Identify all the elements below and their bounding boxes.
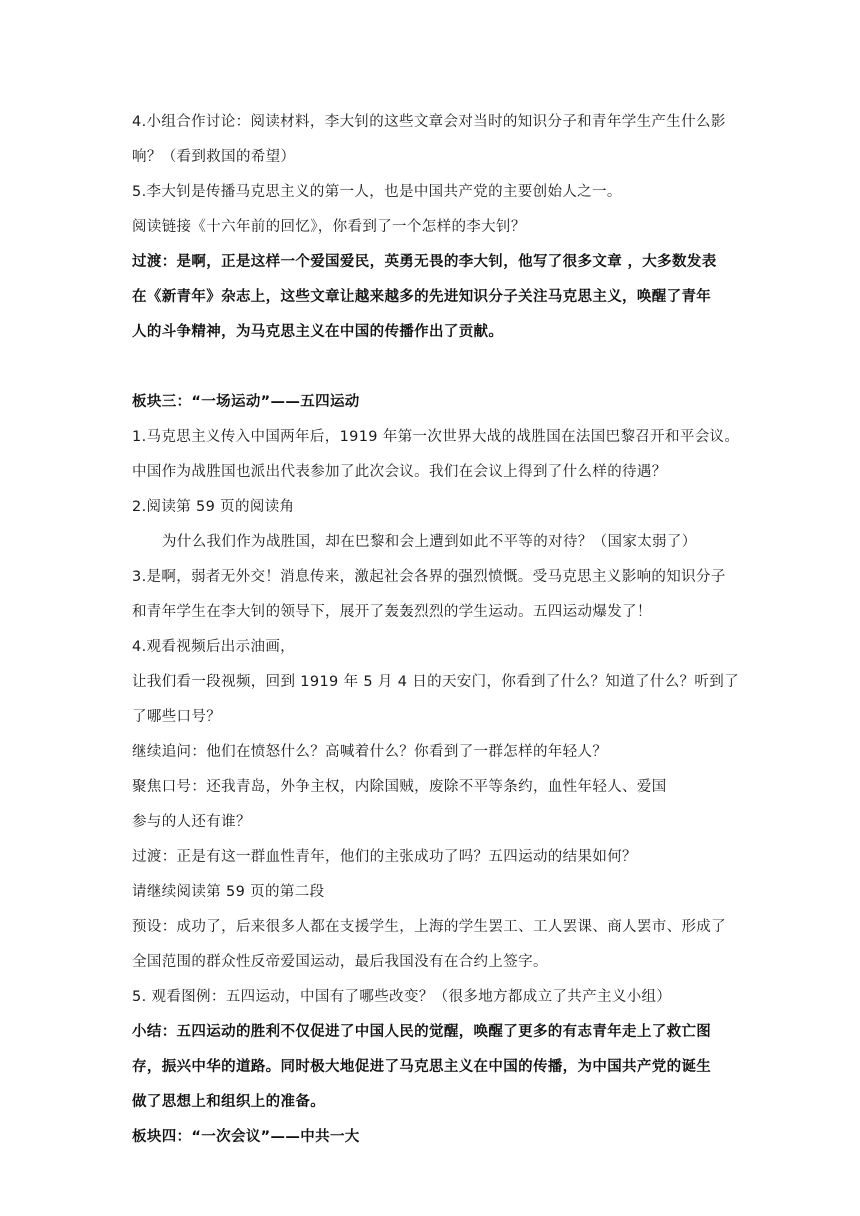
follow-up-question: 继续追问：他们在愤怒什么？高喊着什么？你看到了一群怎样的年轻人？	[132, 744, 608, 760]
transition-paragraph-line-3: 人的斗争精神，为马克思主义在中国的传播作出了贡献。	[132, 324, 504, 340]
summary-line-3: 做了思想上和组织上的准备。	[132, 1094, 326, 1110]
discussion-question-line-1: 4.小组合作讨论：阅读材料，李大钊的这些文章会对当时的知识分子和青年学生产生什么影	[132, 114, 726, 130]
participants-question: 参与的人还有谁？	[132, 814, 251, 830]
li-dazhao-statement: 5.李大钊是传播马克思主义的第一人，也是中国共产党的主要创始人之一。	[132, 184, 622, 200]
section-three-heading: 板块三：“一场运动”——五四运动	[132, 394, 360, 410]
video-question-line-1: 让我们看一段视频，回到 1919 年 5 月 4 日的天安门，你看到了什么？知道了什么？听到了	[132, 674, 739, 690]
section-four-heading: 板块四：“一次会议”——中共一大	[132, 1129, 360, 1145]
section-spacer	[132, 355, 732, 390]
continue-reading-instruction: 请继续阅读第 59 页的第二段	[132, 884, 325, 900]
reading-corner-instruction: 2.阅读第 59 页的阅读角	[132, 499, 295, 515]
student-movement-line-2: 和青年学生在李大钊的领导下，展开了轰轰烈烈的学生运动。五四运动爆发了！	[132, 604, 652, 620]
paris-conference-line-2: 中国作为战胜国也派出代表参加了此次会议。我们在会议上得到了什么样的待遇？	[132, 464, 667, 480]
slogan-focus: 聚焦口号：还我青岛，外争主权，内除国贼，废除不平等条约，血性年轻人、爱国	[132, 779, 667, 795]
paris-conference-line-1: 1.马克思主义传入中国两年后，1919 年第一次世界大战的战胜国在法国巴黎召开和平会议。	[132, 429, 740, 445]
video-oil-painting-step: 4.观看视频后出示油画，	[132, 639, 296, 655]
transition-paragraph-line-2: 在《新青年》杂志上，这些文章让越来越多的先进知识分子关注马克思主义，唤醒了青年	[132, 289, 712, 305]
student-movement-line-1: 3.是啊，弱者无外交！消息传来，激起社会各界的强烈愤慨。受马克思主义影响的知识分子	[132, 569, 726, 585]
transition-paragraph-line-1: 过渡：是啊，正是这样一个爱国爱民，英勇无畏的李大钊，他写了很多文章 ，大多数发表	[132, 254, 717, 270]
unequal-treatment-question: 为什么我们作为战胜国，却在巴黎和会上遭到如此不平等的对待？（国家太弱了）	[162, 534, 697, 550]
expected-answer-line-2: 全国范围的群众性反帝爱国运动，最后我国没有在合约上签字。	[132, 954, 548, 970]
result-transition: 过渡：正是有这一群血性青年，他们的主张成功了吗？五四运动的结果如何？	[132, 849, 637, 865]
changes-question: 5. 观看图例：五四运动，中国有了哪些改变？（很多地方都成立了共产主义小组）	[132, 989, 672, 1005]
summary-line-1: 小结：五四运动的胜利不仅促进了中国人民的觉醒，唤醒了更多的有志青年走上了救亡图	[132, 1024, 712, 1040]
summary-line-2: 存，振兴中华的道路。同时极大地促进了马克思主义在中国的传播，为中国共产党的诞生	[132, 1059, 712, 1075]
discussion-question-line-2: 响？（看到救国的希望）	[132, 149, 296, 165]
reading-link-question: 阅读链接《十六年前的回忆》，你看到了一个怎样的李大钊？	[132, 219, 526, 235]
lesson-plan-text	[132, 110, 740, 1160]
expected-answer-line-1: 预设：成功了，后来很多人都在支援学生，上海的学生罢工、工人罢课、商人罢市、形成了	[132, 919, 726, 935]
video-question-line-2: 了哪些口号？	[132, 709, 222, 725]
